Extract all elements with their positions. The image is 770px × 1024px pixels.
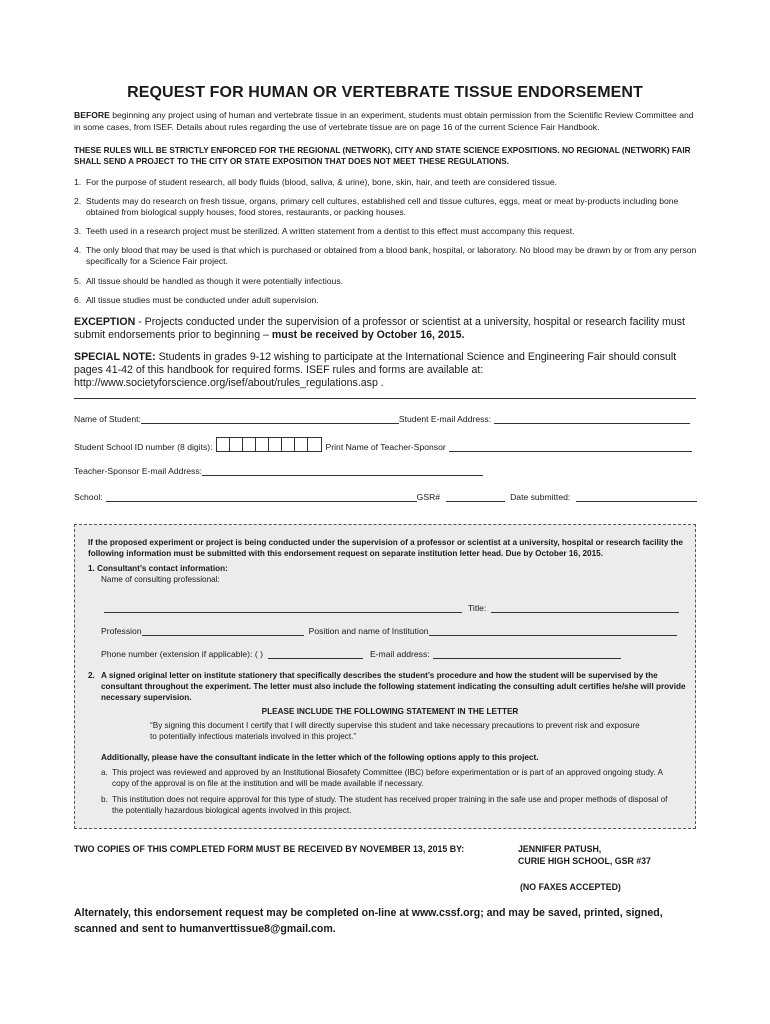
student-id-boxes[interactable] (216, 437, 322, 452)
consulting-professional-label: Name of consulting professional: (101, 575, 220, 584)
gsr-field[interactable] (446, 492, 505, 502)
option-b (101, 794, 681, 816)
school-row (74, 490, 700, 502)
id-digit-box[interactable] (295, 438, 308, 451)
rule-item (74, 245, 700, 267)
phone-row (101, 647, 686, 659)
submission-deadline: TWO COPIES OF THIS COMPLETED FORM MUST BE RECEIVED BY NOVEMBER 13, 2015 BY: (74, 844, 465, 854)
rule-text: The only blood that may be used is that which is purchased or obtained from a blood bank, hospital, or laboratory. No blood may be drawn by or from any person specifically for a Science Fair project. (86, 245, 697, 266)
id-digit-box[interactable] (282, 438, 295, 451)
id-digit-box[interactable] (243, 438, 256, 451)
rule-item (74, 295, 700, 306)
id-digit-box[interactable] (256, 438, 269, 451)
rule-number: 2. (74, 196, 82, 206)
rule-item (74, 226, 700, 237)
student-name-row (74, 412, 700, 424)
school-field[interactable] (106, 492, 417, 502)
additional-instructions: Additionally, please have the consultant indicate in the letter which of the following options apply to this project. (101, 753, 539, 762)
rule-item (74, 177, 700, 188)
phone-field[interactable] (268, 649, 363, 659)
phone-label: Phone number (extension if applicable): ( ) (101, 649, 263, 659)
enforcement-notice: THESE RULES WILL BE STRICTLY ENFORCED FOR THE REGIONAL (NETWORK), CITY AND STATE SCIENCE EXPOSITIONS. NO REGIONAL (NETWORK) FAIR SHALL SEND A PROJECT TO THE CITY OR STATE EXPOSITION THAT DOES NOT MEET THESE REGULATIONS. (74, 146, 691, 166)
rule-text: Teeth used in a research project must be sterilized. A written statement from a dentist to this effect must accompany this request. (86, 226, 575, 236)
rule-number: 6. (74, 295, 82, 305)
item-2-text: A signed original letter on institute stationery that specifically describes the student’s procedure and how the student will be supervised by the consultant throughout the experiment. The letter must also include the following statement indicating the consulting adult certifies he/she will provide necessary supervision. (101, 671, 686, 702)
option-b-text: This institution does not require approval for this type of study. The student has received proper training in the safe use and proper methods of disposal of the potentially hazardous biological agents involved in this project. (112, 795, 668, 815)
consultant-item-2 (88, 670, 692, 703)
online-submission-note: Alternately, this endorsement request may be completed on-line at www.cssf.org; and may be saved, printed, signed, scanned and sent to humanverttissue8@gmail.com. (74, 907, 663, 935)
option-b-label: b. (101, 795, 108, 804)
position-label: Position and name of Institution (308, 626, 429, 636)
teacher-name-label: Print Name of Teacher-Sponsor (325, 442, 446, 452)
item-2-number: 2. (88, 671, 95, 680)
student-email-field[interactable] (494, 414, 690, 424)
special-note-lead: SPECIAL NOTE: (74, 351, 156, 363)
item-1-number: 1. (88, 564, 95, 573)
rule-number: 3. (74, 226, 82, 236)
rule-item (74, 196, 700, 218)
recipient-school: CURIE HIGH SCHOOL, GSR #37 (518, 856, 651, 866)
gsr-label: GSR# (416, 492, 441, 502)
certification-statement: “By signing this document I certify that I will directly supervise this student and take necessary precautions to prevent risk and exposure to potentially infectious materials involved in this project.” (150, 721, 640, 741)
rule-text: All tissue studies must be conducted under adult supervision. (86, 295, 319, 305)
item-1-title: Consultant’s contact information: (97, 564, 228, 573)
consultant-intro: If the proposed experiment or project is being conducted under the supervision of a professor or scientist at a university, hospital or research facility the following information must be submitted with this endorsement request on separate institution letter head. Due by October 16, 2015. (88, 538, 683, 558)
before-paragraph (74, 110, 700, 133)
teacher-email-field[interactable] (202, 466, 483, 476)
before-lead: BEFORE (74, 110, 110, 120)
student-id-row (74, 437, 700, 452)
option-a (101, 767, 671, 789)
rule-text: Students may do research on fresh tissue, organs, primary cell cultures, established cell and tissue cultures, eggs, meat or meat by-products including bone obtained from biological supply houses, food stores, restaurants, or packing houses. (86, 196, 679, 217)
teacher-email-label: Teacher-Sponsor E-mail Address: (74, 466, 203, 476)
student-name-field[interactable] (141, 414, 399, 424)
title-label: Title: (468, 603, 487, 613)
rule-text: For the purpose of student research, all body fluids (blood, saliva, & urine), bone, skin, hair, and teeth are considered tissue. (86, 177, 558, 187)
consulting-name-field[interactable] (104, 603, 462, 613)
before-text: beginning any project using of human and vertebrate tissue in an experiment, students must obtain permission from the Scientific Review Committee and in some cases, from ISEF. Details about rules regarding the use of vertebrate tissue are on page 16 of the current Science Fair Handbook. (74, 110, 694, 132)
exception-paragraph (74, 316, 700, 342)
exception-deadline: must be received by October 16, 2015. (271, 329, 465, 341)
title-field[interactable] (491, 603, 679, 613)
student-name-label: Name of Student: (74, 414, 141, 424)
teacher-email-row (74, 464, 700, 476)
teacher-name-field[interactable] (449, 442, 692, 452)
option-a-text: This project was reviewed and approved by an Institutional Biosafety Committee (IBC) before experimentation or is part of an approved ongoing study. A copy of the approval is on file at the institution and will be made available if necessary. (112, 768, 663, 788)
consultant-item-1 (88, 563, 692, 574)
date-submitted-field[interactable] (576, 492, 697, 502)
profession-row (101, 624, 686, 636)
rule-item (74, 276, 700, 287)
consultant-email-label: E-mail address: (369, 649, 430, 659)
rule-text: All tissue should be handled as though it were potentially infectious. (86, 276, 344, 286)
exception-lead: EXCEPTION (74, 316, 136, 328)
student-id-label: Student School ID number (8 digits): (74, 442, 213, 452)
consultant-email-field[interactable] (433, 649, 621, 659)
statement-heading: PLEASE INCLUDE THE FOLLOWING STATEMENT IN THE LETTER (261, 707, 519, 716)
section-divider (74, 398, 696, 399)
rule-number: 1. (74, 177, 82, 187)
student-email-label: Student E-mail Address: (398, 414, 492, 424)
school-label: School: (74, 492, 103, 502)
no-faxes-notice: (NO FAXES ACCEPTED) (520, 882, 621, 892)
position-field[interactable] (429, 626, 677, 636)
profession-label: Profession (101, 626, 142, 636)
id-digit-box[interactable] (230, 438, 243, 451)
exception-text: - Projects conducted under the supervision of a professor or scientist at a university, hospital or research facility must submit endorsements prior to beginning – (74, 316, 685, 341)
recipient-name: JENNIFER PATUSH, (518, 844, 602, 854)
id-digit-box[interactable] (308, 438, 321, 451)
rule-number: 4. (74, 245, 82, 255)
special-note-text: Students in grades 9-12 wishing to participate at the International Science and Engineering Fair should consult pages 41-42 of this handbook for required forms. ISEF rules and forms are available at: http://www.societyforscience.org/isef/about/rules_regulations.asp . (74, 351, 677, 389)
date-submitted-label: Date submitted: (510, 492, 571, 502)
id-digit-box[interactable] (269, 438, 282, 451)
consulting-name-row (104, 601, 684, 613)
option-a-label: a. (101, 768, 108, 777)
profession-field[interactable] (142, 626, 304, 636)
id-digit-box[interactable] (217, 438, 230, 451)
special-note-paragraph (74, 351, 700, 390)
page-title: REQUEST FOR HUMAN OR VERTEBRATE TISSUE ENDORSEMENT (127, 84, 643, 101)
rule-number: 5. (74, 276, 82, 286)
